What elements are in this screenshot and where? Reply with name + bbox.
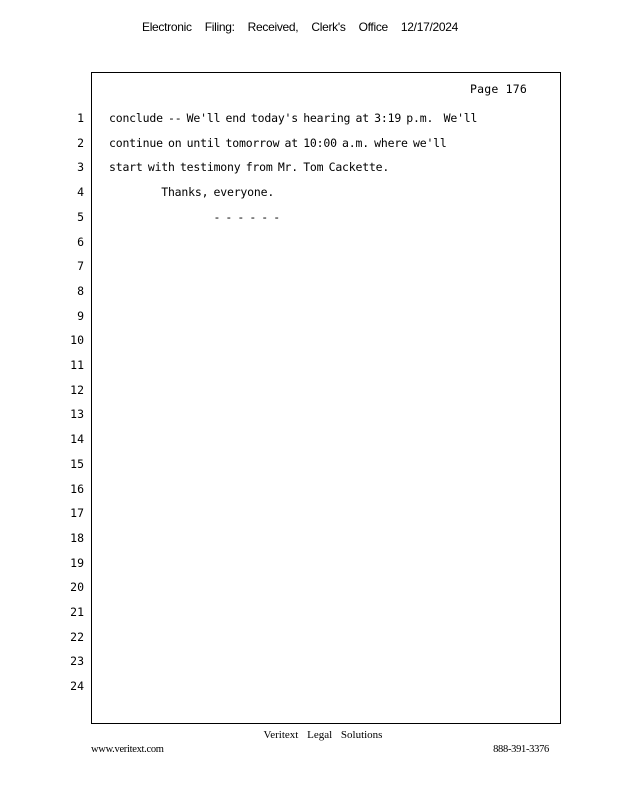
footer-website: www.veritext.com [91,744,164,755]
transcript-line: continue on until tomorrow at 10:00 a.m. where we'll [109,135,447,150]
line-number: 5 [77,209,84,224]
transcript-line: conclude -- We'll end today's hearing at 3:19 p.m. We'll [109,111,478,125]
line-number: 18 [70,530,84,545]
line-number: 21 [70,605,84,619]
line-number: 6 [77,234,84,249]
line-number: 23 [70,654,84,669]
line-number: 22 [70,629,84,644]
line-number: 15 [70,456,84,471]
line-number: 8 [77,283,84,298]
filing-header: Electronic Filing: Received, Clerk's Office 12/17/2024 [141,20,458,34]
line-number: 11 [70,358,84,372]
line-number: 19 [70,555,84,570]
line-number: 2 [77,135,84,150]
line-number: 7 [77,259,84,274]
transcript-line: start with testimony from Mr. Tom Cackette. [109,160,390,175]
footer-company: Veritext Legal Solutions [263,729,383,741]
line-number: 13 [70,407,84,422]
page-number: Page 176 [470,82,527,96]
transcript-line: Thanks, everyone. [109,185,275,200]
footer-phone: 888-391-3376 [493,744,549,755]
line-number: 24 [70,679,84,694]
line-number: 20 [70,580,84,595]
line-number: 17 [70,506,84,521]
line-number: 9 [77,308,84,323]
line-number: 12 [70,382,84,397]
line-number: 16 [70,481,84,496]
line-number: 4 [77,185,84,200]
line-number: 3 [77,160,84,175]
transcript-line: - - - - - - [109,209,280,224]
line-number: 10 [70,333,84,348]
line-number: 1 [77,111,84,125]
line-number: 14 [70,432,84,447]
